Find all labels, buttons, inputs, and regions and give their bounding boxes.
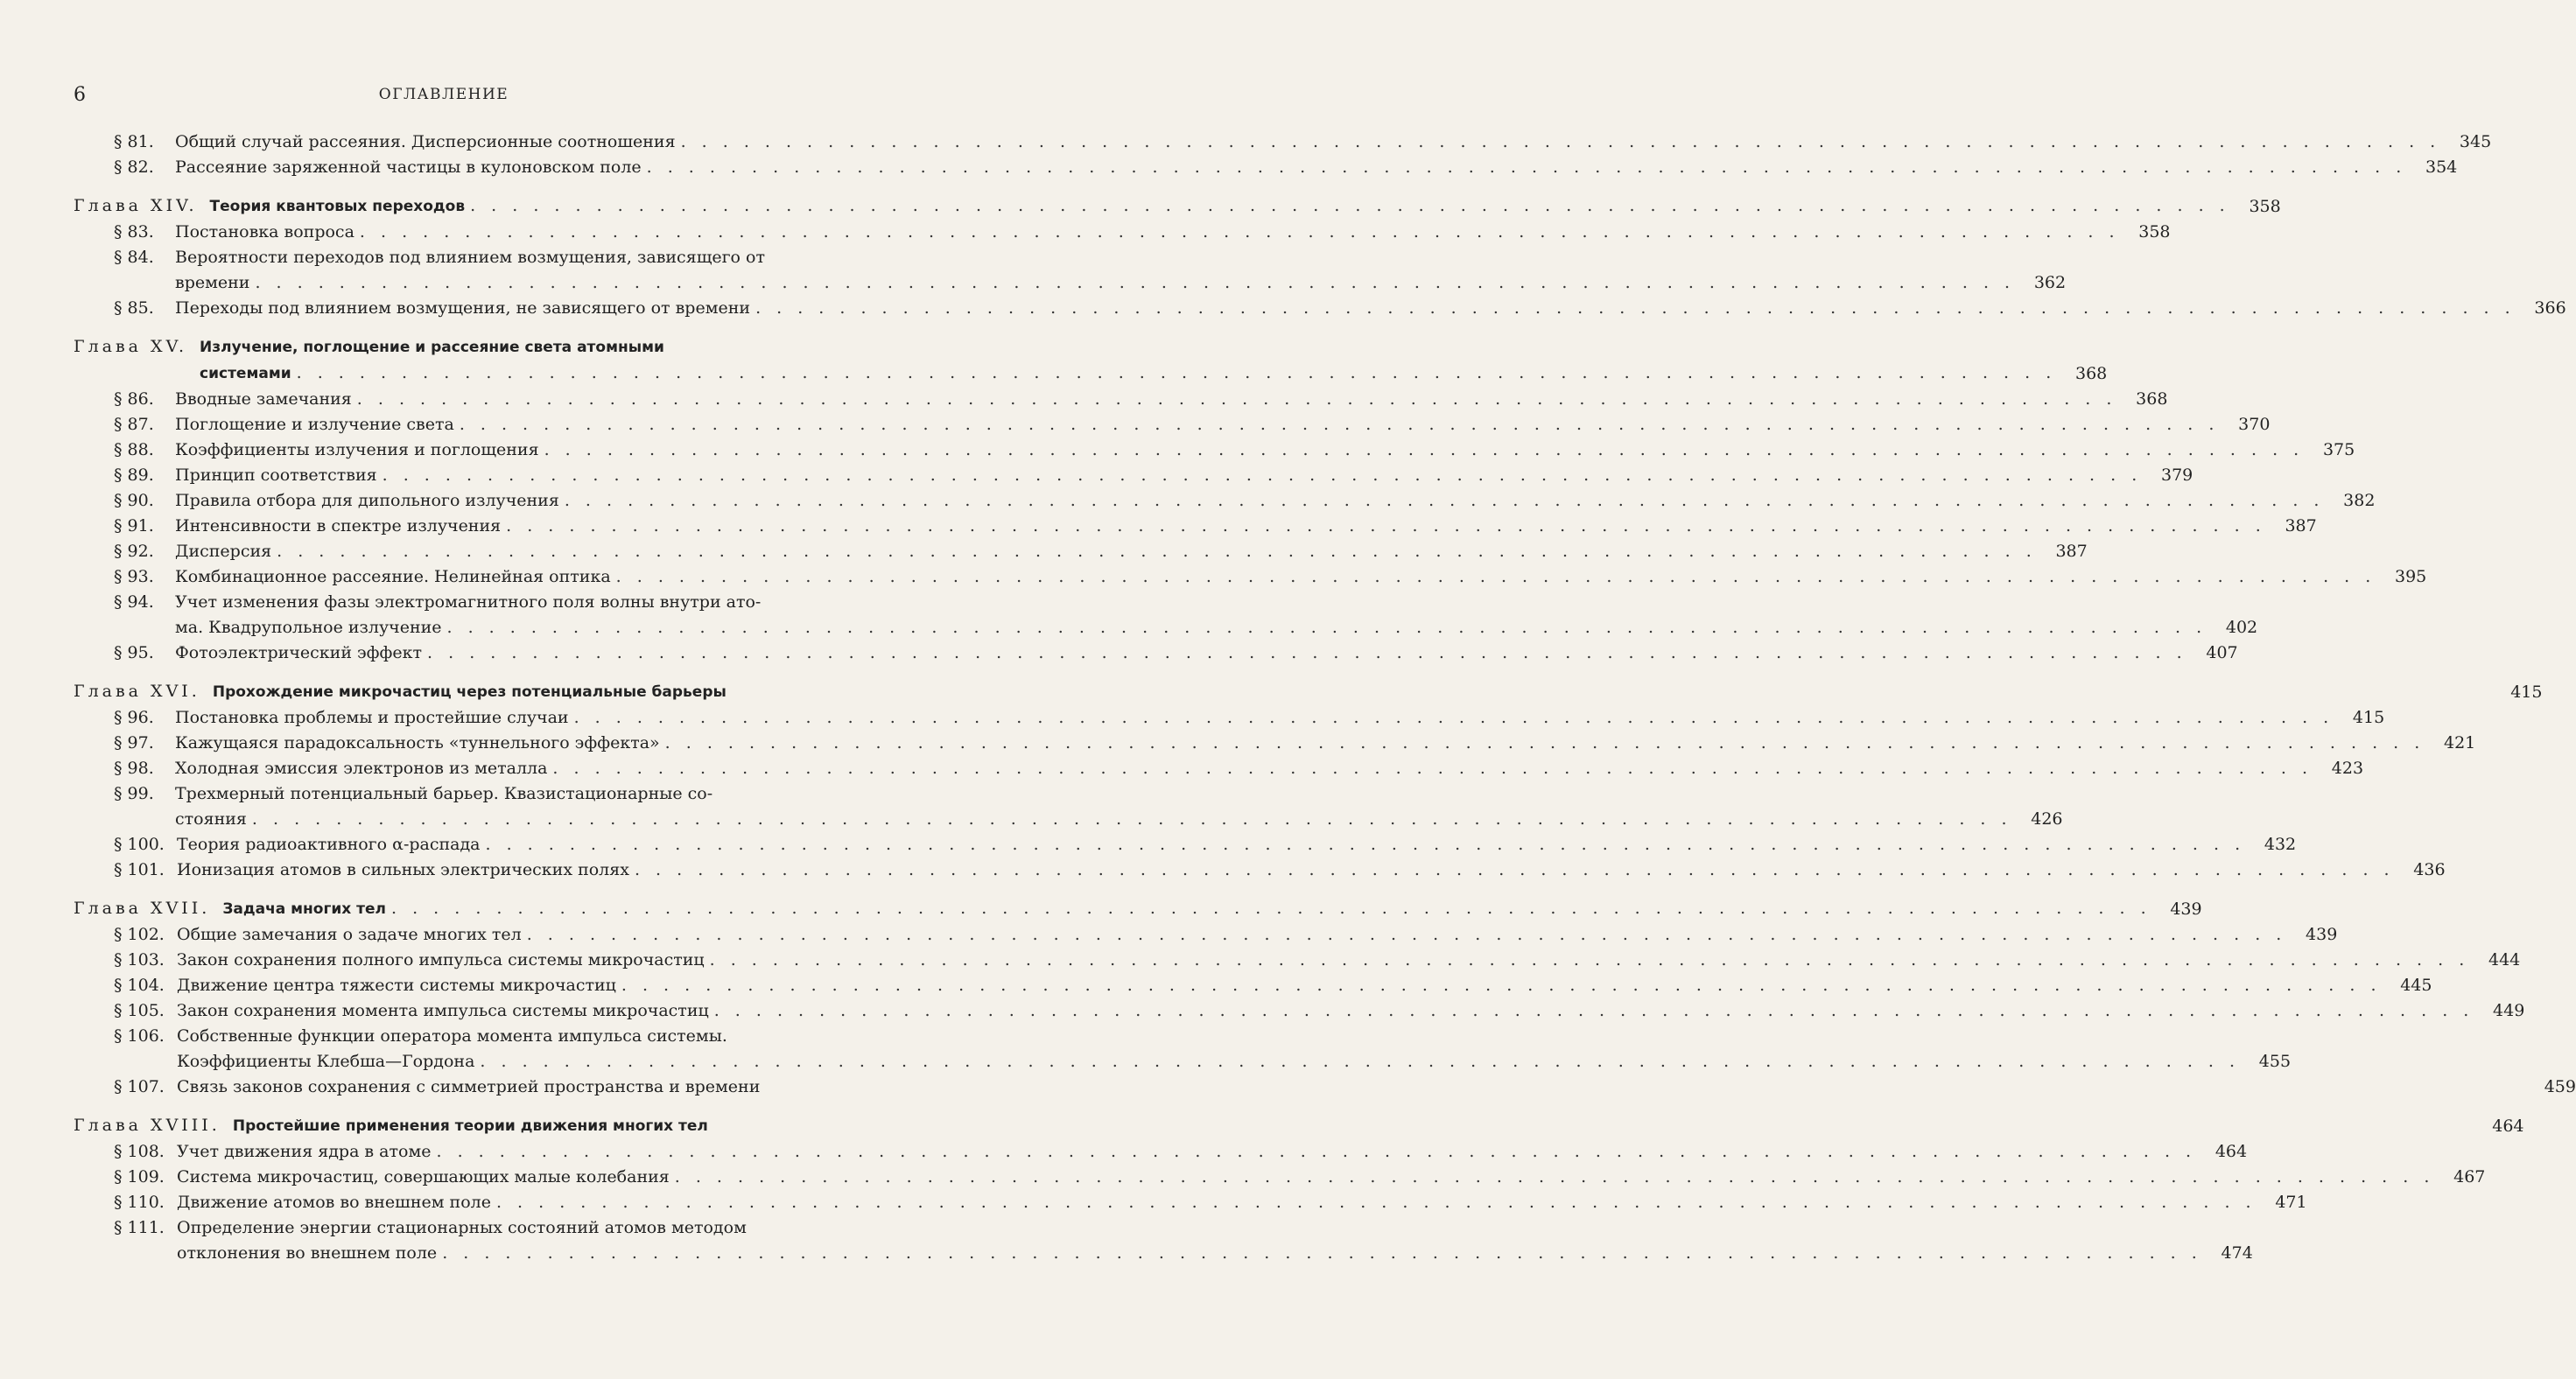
title-line: [177, 1049, 2245, 1074]
title-text: Учет движения ядра в атоме: [177, 1142, 432, 1161]
section-number: § 90.: [114, 491, 154, 510]
leader-dots: [665, 731, 2425, 756]
leader-dots: [647, 155, 2407, 180]
section-title: [175, 590, 2212, 640]
section-title: [175, 220, 2125, 245]
page-ref: 370: [2238, 415, 2271, 434]
section-title: [175, 438, 2309, 463]
section-number: § 107.: [114, 1077, 165, 1096]
title-line: [175, 155, 2411, 180]
leader-dots: [675, 1165, 2435, 1190]
section-title: [175, 539, 2042, 564]
section-number: § 82.: [114, 158, 154, 177]
toc-chapter: [74, 334, 2108, 387]
title-text: Кажущаяся парадоксальность «туннельного эффекта»: [175, 733, 660, 752]
section-title: [175, 463, 2147, 488]
title-text: Задача многих тел: [222, 900, 386, 918]
title-line: [175, 705, 2339, 731]
title-text-line2: времени: [175, 273, 250, 292]
page-ref: 407: [2206, 643, 2238, 662]
toc-section: [74, 130, 2492, 155]
section-title: [177, 832, 2250, 858]
leader-dots: [544, 438, 2305, 463]
section-number: § 101.: [114, 860, 165, 879]
toc-section: [74, 296, 2566, 321]
leader-dots: [552, 756, 2313, 781]
toc-section: [74, 438, 2355, 463]
leader-dots: [714, 998, 2474, 1024]
leader-dots: [460, 412, 2220, 438]
page-ref: 387: [2055, 542, 2088, 561]
chapter-title: [200, 335, 2061, 387]
toc-section: [74, 640, 2238, 666]
chapter-number: Глава XVI.: [74, 682, 200, 701]
section-number: § 106.: [114, 1026, 165, 1046]
toc-section: [74, 463, 2193, 488]
section-title: [175, 155, 2411, 180]
chapter-number: Глава XVIII.: [74, 1116, 221, 1135]
page-number: 6: [74, 84, 86, 106]
page-ref: 358: [2249, 197, 2281, 216]
title-line: [175, 807, 2018, 832]
table-of-contents: [74, 130, 2576, 1266]
section-number: § 87.: [114, 415, 154, 434]
title-text-line2: системами: [200, 365, 291, 382]
title-line: [177, 858, 2400, 883]
page-ref: 464: [2492, 1116, 2524, 1136]
toc-section: [74, 1024, 2292, 1074]
page-ref: 423: [2331, 759, 2364, 778]
title-text-line2: Коэффициенты Клебша—Гордона: [177, 1052, 475, 1071]
section-title: [177, 922, 2292, 948]
title-line: [175, 640, 2193, 666]
page-ref: 444: [2488, 950, 2521, 970]
section-number: § 89.: [114, 466, 154, 485]
leader-dots: [621, 973, 2382, 998]
title-line: [175, 387, 2122, 412]
title-line: [175, 296, 2521, 321]
page-ref: 471: [2275, 1193, 2307, 1212]
toc-section: [74, 832, 2297, 858]
title-text-line2: отклонения во внешнем поле: [177, 1243, 438, 1263]
page-ref: 436: [2413, 860, 2446, 879]
title-text: Рассеяние заряженной частицы в кулоновском поле: [175, 158, 642, 177]
section-number: § 84.: [114, 248, 154, 267]
toc-section: [74, 705, 2385, 731]
section-number: § 88.: [114, 440, 154, 459]
toc-section: [74, 756, 2364, 781]
title-text: Связь законов сохранения с симметрией пространства и времени: [177, 1077, 761, 1096]
section-title: [177, 1215, 2207, 1266]
title-text: Движение центра тяжести системы микрочастиц: [177, 976, 616, 995]
title-text: Постановка проблемы и простейшие случаи: [175, 708, 569, 727]
section-number: § 81.: [114, 132, 154, 151]
toc-chapter: [74, 896, 2202, 922]
leader-dots: [360, 220, 2120, 245]
title-line: [175, 539, 2042, 564]
page-ref: 375: [2322, 440, 2355, 459]
section-number: § 95.: [114, 643, 154, 662]
section-title: [175, 245, 2020, 296]
title-text-line2: ма. Квадрупольное излучение: [175, 618, 442, 637]
page-ref: 426: [2031, 809, 2063, 829]
leader-dots: [710, 948, 2470, 973]
page-ref: 345: [2459, 132, 2492, 151]
title-line: [175, 731, 2430, 756]
leader-dots: [357, 387, 2117, 412]
page-ref: 354: [2425, 158, 2458, 177]
toc-section: [74, 514, 2317, 539]
page-ref: 402: [2225, 618, 2258, 637]
title-text: Система микрочастиц, совершающих малые колебания: [177, 1167, 670, 1186]
title-line: [175, 463, 2147, 488]
section-number: § 94.: [114, 592, 154, 612]
title-text: Принцип соответствия: [175, 466, 377, 485]
title-text-line1: Учет изменения фазы электромагнитного поля волны внутри ато-: [175, 592, 762, 612]
leader-dots: [496, 1190, 2257, 1215]
section-number: § 91.: [114, 516, 154, 536]
leader-dots: [447, 615, 2207, 640]
toc-section: [74, 387, 2168, 412]
page-ref: 382: [2343, 491, 2376, 510]
chapter-title: [213, 679, 2497, 705]
leader-dots: [574, 705, 2334, 731]
section-number: § 110.: [114, 1193, 165, 1212]
title-line: [177, 1074, 2530, 1100]
section-number: § 97.: [114, 733, 154, 752]
leader-dots: [436, 1139, 2196, 1165]
section-number: § 96.: [114, 708, 154, 727]
title-line: [177, 998, 2479, 1024]
section-number: § 85.: [114, 298, 154, 318]
page-ref: 362: [2033, 273, 2067, 292]
title-line: [175, 220, 2125, 245]
leader-dots: [506, 514, 2266, 539]
section-number: § 105.: [114, 1001, 165, 1020]
leader-dots: [252, 807, 2012, 832]
section-title: [177, 973, 2386, 998]
page-ref: 449: [2493, 1001, 2525, 1020]
chapter-number: Глава XIV.: [74, 196, 198, 215]
section-title: [177, 1074, 2530, 1100]
section-title: [177, 948, 2474, 973]
section-number: § 104.: [114, 976, 165, 995]
title-line: [233, 1113, 2479, 1139]
title-text: Комбинационное рассеяние. Нелинейная оптика: [175, 567, 611, 586]
title-text: Холодная эмиссия электронов из металла: [175, 759, 548, 778]
section-number: § 93.: [114, 567, 154, 586]
title-line: [177, 1165, 2439, 1190]
page-ref: 387: [2285, 516, 2317, 536]
section-number: § 86.: [114, 389, 154, 409]
page-ref: 358: [2138, 222, 2171, 242]
page-ref: 459: [2544, 1077, 2576, 1096]
leader-dots: [681, 130, 2441, 155]
title-text: Поглощение и излучение света: [175, 415, 454, 434]
title-line: [210, 193, 2236, 220]
title-text-line1: Трехмерный потенциальный барьер. Квазистационарные со-: [175, 784, 713, 803]
toc-section: [74, 781, 2063, 832]
title-line: [213, 679, 2497, 705]
leader-dots: [277, 539, 2037, 564]
toc-section: [74, 973, 2432, 998]
chapter-title: [233, 1113, 2479, 1139]
title-text: Простейшие применения теории движения многих тел: [232, 1117, 708, 1135]
title-text: Закон сохранения момента импульса системы микрочастиц: [177, 1001, 709, 1020]
page-ref: 455: [2258, 1052, 2292, 1071]
page-ref: 368: [2074, 364, 2108, 383]
toc-section: [74, 948, 2521, 973]
title-line: [175, 564, 2381, 590]
page-ref: 445: [2400, 976, 2432, 995]
section-number: § 98.: [114, 759, 154, 778]
section-number: § 111.: [114, 1218, 165, 1237]
title-line: [175, 615, 2212, 640]
section-number: § 99.: [114, 784, 154, 803]
title-line: [222, 896, 2156, 922]
toc-section: [74, 488, 2376, 514]
leader-dots: [442, 1241, 2202, 1266]
section-number: § 103.: [114, 950, 165, 970]
page-ref: 368: [2136, 389, 2168, 409]
chapter-title: [222, 896, 2156, 922]
toc-chapter: [74, 193, 2281, 220]
leader-dots: [383, 463, 2143, 488]
section-title: [175, 387, 2122, 412]
toc-section: [74, 998, 2525, 1024]
title-line: [175, 130, 2446, 155]
section-title: [177, 1024, 2245, 1074]
toc-section: [74, 590, 2258, 640]
title-text: Коэффициенты излучения и поглощения: [175, 440, 539, 459]
title-text-line2: стояния: [175, 809, 247, 829]
leader-dots: [427, 640, 2187, 666]
title-text: Ионизация атомов в сильных электрических полях: [177, 860, 629, 879]
toc-section: [74, 1165, 2486, 1190]
chapter-number: Глава XVII.: [74, 899, 211, 918]
title-line: [175, 514, 2271, 539]
section-number: § 100.: [114, 835, 165, 854]
title-line: [175, 270, 2020, 296]
title-line: [177, 1190, 2262, 1215]
section-title: [175, 756, 2318, 781]
section-title: [175, 640, 2193, 666]
leader-dots: [527, 922, 2287, 948]
toc-section: [74, 1074, 2576, 1100]
section-title: [175, 412, 2224, 438]
page-header: [74, 84, 814, 110]
section-title: [177, 1165, 2439, 1190]
toc-section: [74, 731, 2476, 756]
page-ref: 467: [2453, 1167, 2486, 1186]
title-text: Прохождение микрочастиц через потенциальные барьеры: [212, 683, 726, 701]
section-title: [175, 514, 2271, 539]
title-text: Фотоэлектрический эффект: [175, 643, 423, 662]
page-ref: 366: [2534, 298, 2566, 318]
section-title: [175, 296, 2521, 321]
toc-section: [74, 922, 2338, 948]
page-ref: 439: [2306, 925, 2338, 944]
section-number: § 102.: [114, 925, 165, 944]
title-line: [177, 948, 2474, 973]
leader-dots: [297, 360, 2057, 386]
title-text: Дисперсия: [175, 542, 272, 561]
title-line: [177, 1241, 2207, 1266]
leader-dots: [486, 832, 2246, 858]
toc-section: [74, 245, 2067, 296]
section-number: § 109.: [114, 1167, 165, 1186]
section-title: [175, 488, 2329, 514]
toc-section: [74, 858, 2446, 883]
title-text: Вводные замечания: [175, 389, 352, 409]
title-text: Общий случай рассеяния. Дисперсионные соотношения: [175, 132, 676, 151]
title-line: [177, 922, 2292, 948]
title-text: Постановка вопроса: [175, 222, 354, 242]
title-text: Закон сохранения полного импульса системы микрочастиц: [177, 950, 705, 970]
section-title: [175, 130, 2446, 155]
running-title: ОГЛАВЛЕНИЕ: [378, 86, 509, 103]
leader-dots: [616, 564, 2376, 590]
title-text: Теория радиоактивного α-распада: [177, 835, 481, 854]
page-ref: 379: [2160, 466, 2193, 485]
title-text-line1: Определение энергии стационарных состояний атомов методом: [177, 1218, 747, 1237]
leader-dots: [470, 193, 2230, 219]
title-text: Правила отбора для дипольного излучения: [175, 491, 559, 510]
toc-section: [74, 1139, 2248, 1165]
chapter-title: [210, 193, 2236, 220]
toc-chapter: [74, 679, 2543, 705]
leader-dots: [391, 896, 2151, 921]
section-title: [175, 731, 2430, 756]
toc-section: [74, 564, 2427, 590]
page-ref: 464: [2215, 1142, 2248, 1161]
title-line: [177, 832, 2250, 858]
section-number: § 108.: [114, 1142, 165, 1161]
section-title: [177, 998, 2479, 1024]
leader-dots: [255, 270, 2015, 296]
leader-dots: [635, 858, 2395, 883]
section-title: [175, 705, 2339, 731]
title-text: Переходы под влиянием возмущения, не зависящего от времени: [175, 298, 751, 318]
section-title: [175, 781, 2018, 832]
section-number: § 83.: [114, 222, 154, 242]
title-line: [175, 488, 2329, 514]
title-line: [177, 973, 2386, 998]
section-number: § 92.: [114, 542, 154, 561]
title-text: Интенсивности в спектре излучения: [175, 516, 502, 536]
leader-dots: [755, 296, 2516, 321]
title-line: [200, 360, 2061, 387]
toc-section: [74, 1215, 2253, 1266]
title-line: [175, 438, 2309, 463]
chapter-number: Глава XV.: [74, 337, 188, 356]
title-text-line1: Вероятности переходов под влиянием возмущения, зависящего от: [175, 248, 765, 267]
toc-section: [74, 539, 2088, 564]
toc-section: [74, 155, 2458, 180]
leader-dots: [565, 488, 2325, 514]
title-text: Движение атомов во внешнем поле: [177, 1193, 491, 1212]
page-ref: 474: [2221, 1243, 2253, 1263]
page-ref: 395: [2395, 567, 2427, 586]
page-ref: 415: [2510, 682, 2543, 702]
page-ref: 415: [2352, 708, 2385, 727]
title-text-line1: Излучение, поглощение и рассеяние света атомными: [200, 339, 664, 356]
leader-dots: [480, 1049, 2240, 1074]
section-title: [177, 1139, 2201, 1165]
title-line: [177, 1139, 2201, 1165]
toc-chapter: [74, 1113, 2524, 1139]
title-line: [175, 412, 2224, 438]
toc-section: [74, 412, 2271, 438]
page-ref: 439: [2170, 900, 2202, 919]
title-line: [175, 756, 2318, 781]
section-title: [177, 858, 2400, 883]
title-text: Теория квантовых переходов: [209, 198, 466, 215]
toc-section: [74, 220, 2171, 245]
section-title: [177, 1190, 2262, 1215]
page-ref: 421: [2444, 733, 2476, 752]
page-ref: 432: [2264, 835, 2297, 854]
section-title: [175, 564, 2381, 590]
toc-section: [74, 1190, 2307, 1215]
title-text-line1: Собственные функции оператора момента импульса системы.: [177, 1026, 727, 1046]
title-text: Общие замечания о задаче многих тел: [177, 925, 522, 944]
